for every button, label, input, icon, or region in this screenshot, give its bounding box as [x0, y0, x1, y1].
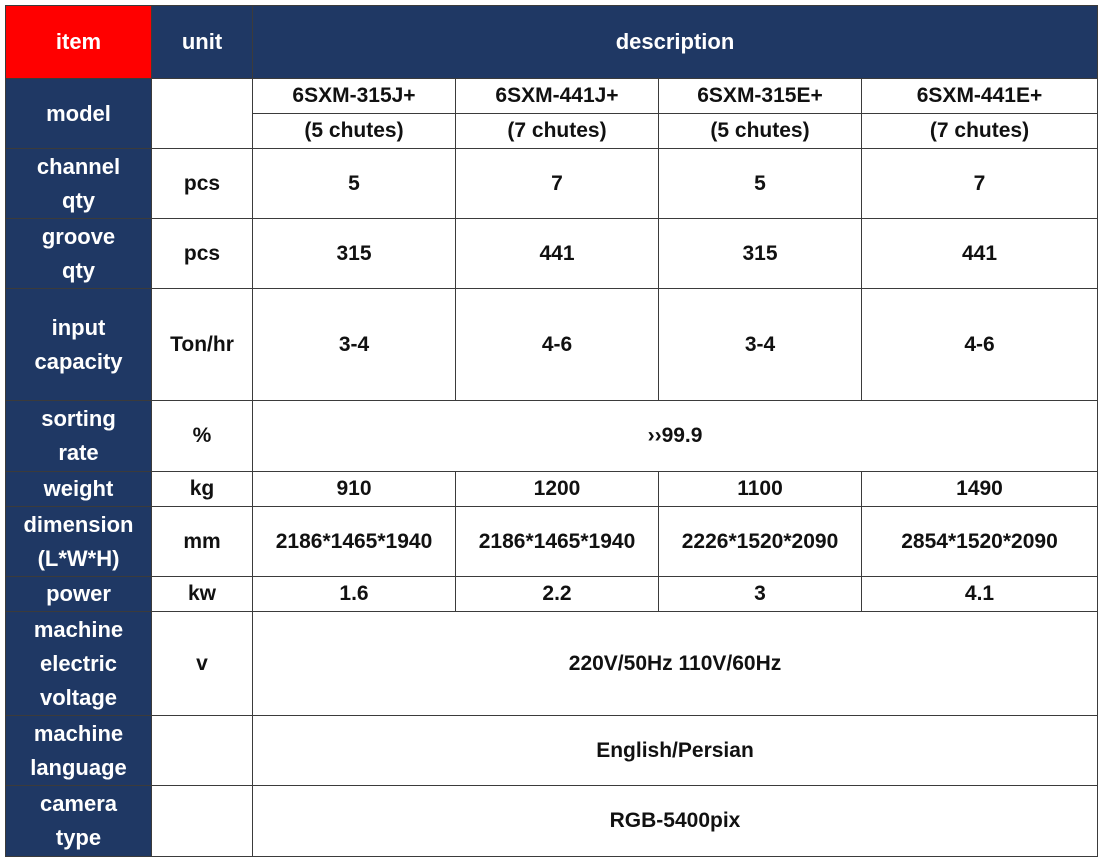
weight-value-3: 1100 [659, 472, 862, 507]
spec-table [5, 5, 1098, 857]
language-label-line-1: machine [33, 720, 124, 746]
model-name-4: 6SXM-441E+ [862, 79, 1098, 114]
model-name-2: 6SXM-441J+ [456, 79, 659, 114]
weight-value-4: 1490 [862, 472, 1098, 507]
language-row [6, 716, 1098, 786]
dimension-row [6, 507, 1098, 577]
weight-unit: kg [152, 472, 253, 507]
channel-value-4: 7 [862, 149, 1098, 219]
language-label [6, 716, 152, 786]
voltage-label-line-2: electric [39, 650, 118, 676]
groove-value-4: 441 [862, 219, 1098, 289]
channel-label-line-2: qty [62, 187, 95, 213]
language-unit [152, 716, 253, 786]
dimension-value-3: 2226*1520*2090 [659, 507, 862, 577]
model-chutes-2: (7 chutes) [456, 114, 659, 149]
voltage-row [6, 612, 1098, 716]
model-chutes-4: (7 chutes) [862, 114, 1098, 149]
weight-row [6, 472, 1098, 507]
capacity-value-1: 3-4 [253, 289, 456, 401]
sorting-row [6, 401, 1098, 472]
model-unit [152, 79, 253, 149]
header-item: item [6, 6, 152, 79]
camera-row [6, 786, 1098, 857]
capacity-value-3: 3-4 [659, 289, 862, 401]
channel-label [6, 149, 152, 219]
power-value-1: 1.6 [253, 577, 456, 612]
language-label-line-2: language [30, 754, 127, 780]
weight-value-1: 910 [253, 472, 456, 507]
capacity-unit: Ton/hr [152, 289, 253, 401]
dimension-label [6, 507, 152, 577]
sorting-value: ››99.9 [253, 401, 1098, 472]
sorting-unit: % [152, 401, 253, 472]
sorting-label [6, 401, 152, 472]
dimension-unit: mm [152, 507, 253, 577]
channel-value-1: 5 [253, 149, 456, 219]
channel-value-2: 7 [456, 149, 659, 219]
header-description: description [253, 6, 1098, 79]
capacity-value-2: 4-6 [456, 289, 659, 401]
model-name-1: 6SXM-315J+ [253, 79, 456, 114]
sorting-label-line-2: rate [58, 440, 99, 465]
language-value: English/Persian [253, 716, 1098, 786]
dimension-label-line-1: dimension [23, 511, 134, 537]
groove-value-2: 441 [456, 219, 659, 289]
capacity-label-line-2: capacity [34, 348, 123, 374]
power-value-4: 4.1 [862, 577, 1098, 612]
weight-value-2: 1200 [456, 472, 659, 507]
groove-label [6, 219, 152, 289]
dimension-label-line-2: (L*W*H) [37, 545, 120, 571]
channel-label-line-1: channel [36, 153, 121, 179]
camera-unit [152, 786, 253, 857]
header-row [6, 6, 1098, 79]
power-value-3: 3 [659, 577, 862, 612]
capacity-label [6, 289, 152, 401]
voltage-label-line-1: machine [33, 616, 124, 642]
power-label: power [6, 577, 152, 612]
model-name-3: 6SXM-315E+ [659, 79, 862, 114]
model-chutes-1: (5 chutes) [253, 114, 456, 149]
model-chutes-3: (5 chutes) [659, 114, 862, 149]
channel-unit: pcs [152, 149, 253, 219]
power-value-2: 2.2 [456, 577, 659, 612]
model-row [6, 79, 1098, 114]
sorting-label-line-1: sorting [41, 406, 116, 431]
groove-label-line-2: qty [62, 257, 95, 283]
power-row [6, 577, 1098, 612]
power-unit: kw [152, 577, 253, 612]
camera-value: RGB-5400pix [253, 786, 1098, 857]
channel-row [6, 149, 1098, 219]
camera-label [6, 786, 152, 857]
voltage-value: 220V/50Hz 110V/60Hz [253, 612, 1098, 716]
groove-label-line-1: groove [41, 223, 116, 249]
groove-value-1: 315 [253, 219, 456, 289]
capacity-label-line-1: input [51, 314, 106, 340]
groove-value-3: 315 [659, 219, 862, 289]
weight-label: weight [6, 472, 152, 507]
capacity-row [6, 289, 1098, 401]
groove-row [6, 219, 1098, 289]
voltage-label [6, 612, 152, 716]
dimension-value-4: 2854*1520*2090 [862, 507, 1098, 577]
channel-value-3: 5 [659, 149, 862, 219]
capacity-value-4: 4-6 [862, 289, 1098, 401]
header-unit: unit [152, 6, 253, 79]
dimension-value-2: 2186*1465*1940 [456, 507, 659, 577]
camera-label-line-2: type [55, 825, 102, 850]
groove-unit: pcs [152, 219, 253, 289]
voltage-label-line-3: voltage [39, 684, 118, 710]
dimension-value-1: 2186*1465*1940 [253, 507, 456, 577]
voltage-unit: v [152, 612, 253, 716]
model-label: model [6, 79, 152, 149]
camera-label-line-1: camera [39, 791, 118, 816]
